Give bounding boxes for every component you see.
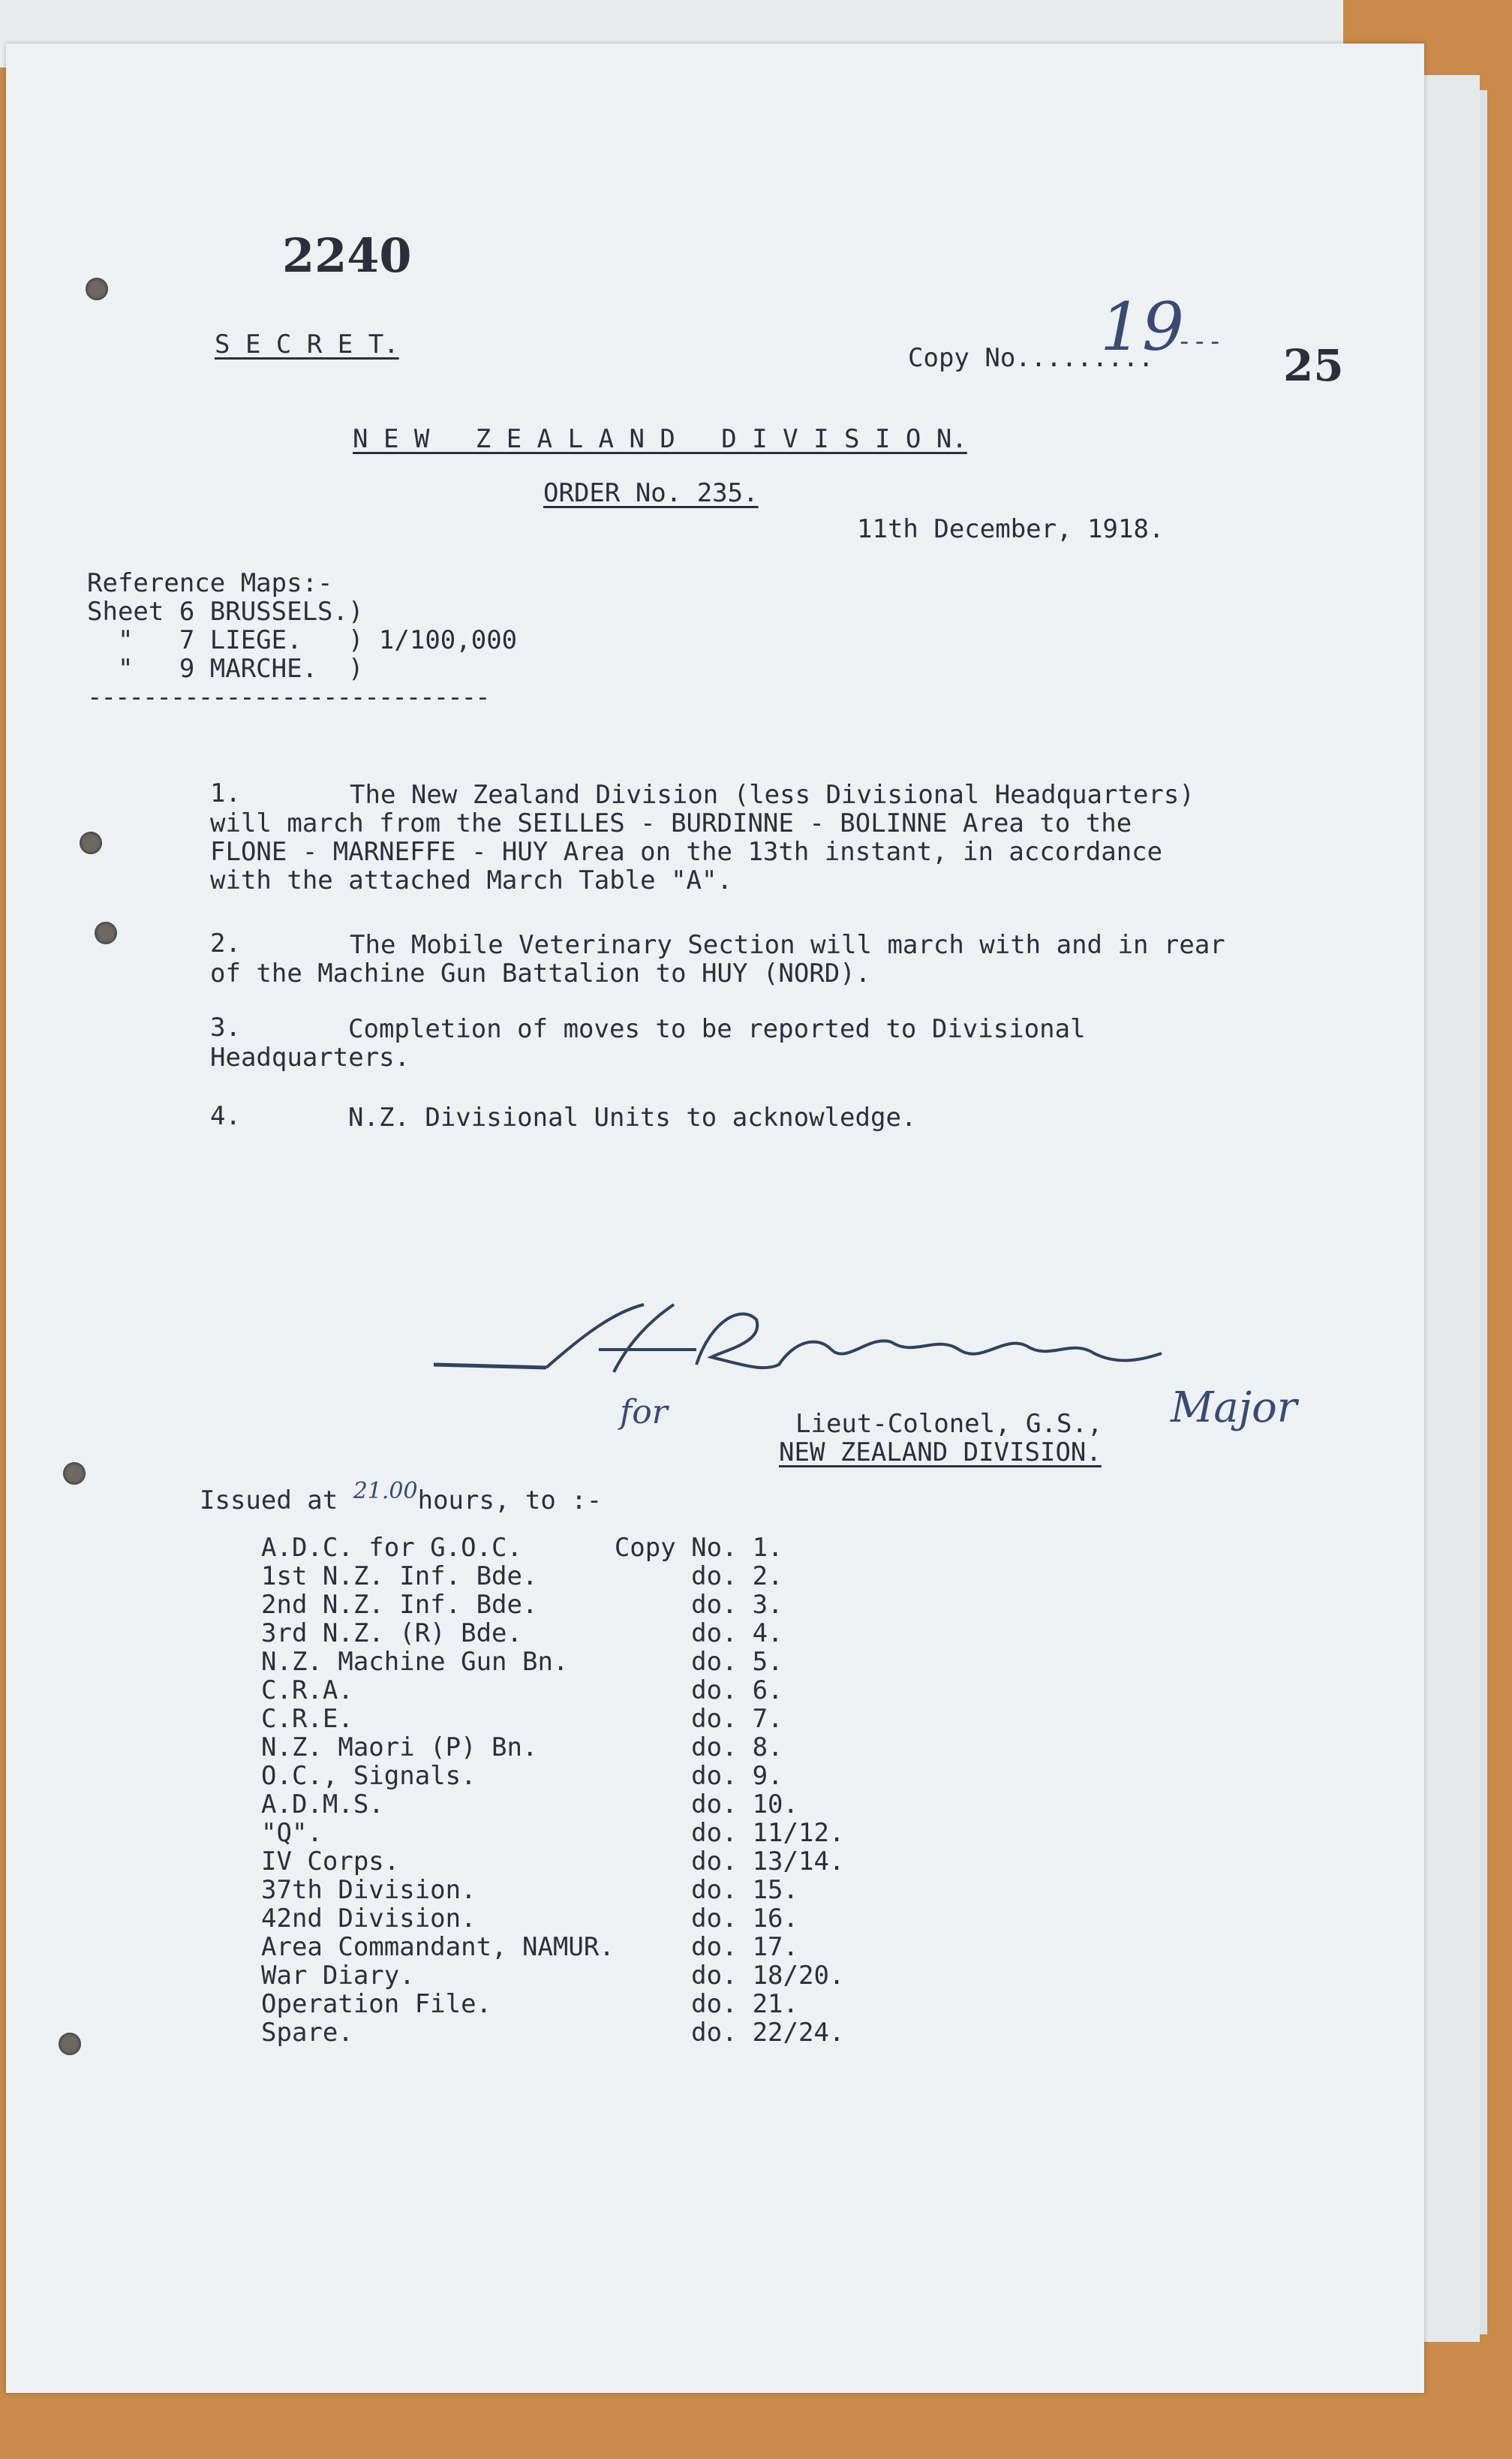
- distribution-copy-number: 18/20.: [752, 1961, 845, 1991]
- reference-map-line: " 7 LIEGE. ) 1/100,000: [87, 625, 518, 655]
- signatory-rank-handwritten: Major: [1171, 1383, 1297, 1432]
- document-page: [6, 44, 1424, 2393]
- distribution-copy-number: 2.: [752, 1561, 783, 1591]
- issued-line: [200, 1478, 603, 1516]
- distribution-ditto: do.: [691, 1590, 738, 1620]
- paragraph-line: The Mobile Veterinary Section will march with and in rear: [350, 930, 1225, 960]
- distribution-row: [261, 1819, 844, 1847]
- handwritten-dash: ---: [1177, 327, 1223, 357]
- paragraph-number: 4.: [210, 1101, 241, 1131]
- punch-hole: [63, 1462, 86, 1485]
- punch-hole: [95, 922, 117, 944]
- distribution-copy-number: 15.: [752, 1875, 798, 1905]
- distribution-copy-number: 10.: [752, 1789, 798, 1819]
- distribution-copy-number: 9.: [752, 1761, 783, 1791]
- distribution-ditto: do.: [691, 1961, 738, 1991]
- distribution-copy-number: 4.: [752, 1618, 783, 1648]
- distribution-recipient: 3rd N.Z. (R) Bde.: [261, 1618, 522, 1648]
- paragraph-number: 2.: [210, 929, 241, 959]
- issued-suffix: hours, to :-: [417, 1485, 603, 1515]
- distribution-recipient: O.C., Signals.: [261, 1761, 476, 1791]
- distribution-row: [261, 1533, 844, 1562]
- distribution-copy-number: 6.: [752, 1675, 783, 1705]
- distribution-ditto: do.: [691, 1618, 738, 1648]
- distribution-row: [261, 1876, 844, 1904]
- paragraph-line: The New Zealand Division (less Divisional Headquarters): [350, 780, 1195, 810]
- distribution-ditto: do.: [691, 1789, 738, 1819]
- distribution-ditto: do.: [691, 1932, 738, 1962]
- order-number: ORDER No. 235.: [543, 478, 759, 508]
- paragraph-line: with the attached March Table "A".: [210, 865, 732, 895]
- distribution-copy-number: 16.: [752, 1904, 798, 1934]
- distribution-row: [261, 1904, 844, 1933]
- punch-hole: [59, 2033, 81, 2055]
- distribution-ditto: do.: [691, 1989, 738, 2019]
- paragraph-line: will march from the SEILLES - BURDINNE - BOLINNE Area to the: [210, 808, 1132, 838]
- distribution-recipient: 1st N.Z. Inf. Bde.: [261, 1561, 538, 1591]
- distribution-recipient: "Q".: [261, 1818, 323, 1848]
- unit-heading: N E W Z E A L A N D D I V I S I O N.: [353, 424, 967, 454]
- distribution-row: [261, 2018, 844, 2047]
- distribution-ditto: do.: [691, 2018, 738, 2048]
- distribution-recipient: C.R.A.: [261, 1675, 353, 1705]
- paragraph-line: N.Z. Divisional Units to acknowledge.: [348, 1103, 917, 1133]
- copy-total: 25: [1283, 340, 1344, 391]
- distribution-recipient: Spare.: [261, 2018, 353, 2048]
- file-number: 2240: [282, 228, 412, 283]
- distribution-ditto: do.: [691, 1904, 738, 1934]
- distribution-row: [261, 1762, 844, 1790]
- distribution-ditto: Copy No.: [614, 1533, 738, 1563]
- distribution-row: [261, 1990, 844, 2018]
- reference-map-line: Sheet 6 BRUSSELS.): [87, 597, 364, 627]
- distribution-copy-number: 21.: [752, 1989, 798, 2019]
- distribution-recipient: A.D.M.S.: [261, 1789, 384, 1819]
- classification: S E C R E T.: [215, 330, 399, 360]
- distribution-recipient: 42nd Division.: [261, 1904, 476, 1934]
- signature-for-handwritten: for: [620, 1393, 668, 1431]
- distribution-copy-number: 3.: [752, 1590, 783, 1620]
- paragraph-number: 1.: [210, 778, 241, 808]
- paragraph-line: Headquarters.: [210, 1043, 410, 1073]
- distribution-row: [261, 1562, 844, 1591]
- signatory-rank: Lieut-Colonel, G.S.,: [795, 1409, 1103, 1439]
- distribution-row: [261, 1648, 844, 1676]
- order-date: 11th December, 1918.: [857, 514, 1165, 544]
- distribution-ditto: do.: [691, 1561, 738, 1591]
- distribution-ditto: do.: [691, 1647, 738, 1677]
- distribution-copy-number: 5.: [752, 1647, 783, 1677]
- issued-time-handwritten: 21.00: [353, 1478, 418, 1504]
- paragraph-line: FLONE - MARNEFFE - HUY Area on the 13th instant, in accordance: [210, 837, 1163, 867]
- distribution-row: [261, 1790, 844, 1819]
- paragraph-line: Completion of moves to be reported to Divisional: [348, 1014, 1086, 1044]
- distribution-ditto: do.: [691, 1847, 738, 1877]
- distribution-recipient: N.Z. Maori (P) Bn.: [261, 1732, 538, 1762]
- distribution-recipient: 37th Division.: [261, 1875, 476, 1905]
- signatory-unit: NEW ZEALAND DIVISION.: [779, 1437, 1102, 1467]
- distribution-row: [261, 1591, 844, 1619]
- distribution-row: [261, 1676, 844, 1705]
- distribution-recipient: Area Commandant, NAMUR.: [261, 1932, 615, 1962]
- distribution-copy-number: 13/14.: [752, 1847, 845, 1877]
- distribution-ditto: do.: [691, 1818, 738, 1848]
- distribution-copy-number: 11/12.: [752, 1818, 845, 1848]
- distribution-copy-number: 22/24.: [752, 2018, 845, 2048]
- issued-prefix: Issued at: [200, 1485, 353, 1515]
- distribution-ditto: do.: [691, 1732, 738, 1762]
- distribution-row: [261, 1961, 844, 1990]
- copy-label: Copy No.........: [908, 343, 1154, 373]
- punch-hole: [86, 278, 108, 300]
- reference-maps-rule: -----------------------------: [87, 682, 489, 712]
- distribution-list: [261, 1533, 844, 2047]
- punch-hole: [80, 832, 102, 854]
- distribution-row: [261, 1933, 844, 1961]
- paragraph-line: of the Machine Gun Battalion to HUY (NORD).: [210, 959, 871, 989]
- reference-maps-heading: Reference Maps:-: [87, 568, 333, 598]
- distribution-recipient: N.Z. Machine Gun Bn.: [261, 1647, 569, 1677]
- paragraph-number: 3.: [210, 1013, 241, 1043]
- reference-map-line: " 9 MARCHE. ): [87, 654, 364, 684]
- distribution-ditto: do.: [691, 1875, 738, 1905]
- distribution-copy-number: 7.: [752, 1704, 783, 1734]
- distribution-recipient: 2nd N.Z. Inf. Bde.: [261, 1590, 538, 1620]
- distribution-row: [261, 1847, 844, 1876]
- distribution-recipient: C.R.E.: [261, 1704, 353, 1734]
- distribution-row: [261, 1733, 844, 1762]
- distribution-recipient: A.D.C. for G.O.C.: [261, 1533, 522, 1563]
- distribution-recipient: Operation File.: [261, 1989, 492, 2019]
- distribution-ditto: do.: [691, 1704, 738, 1734]
- distribution-copy-number: 1.: [752, 1533, 783, 1563]
- distribution-copy-number: 17.: [752, 1932, 798, 1962]
- distribution-recipient: War Diary.: [261, 1961, 415, 1991]
- distribution-ditto: do.: [691, 1675, 738, 1705]
- distribution-ditto: do.: [691, 1761, 738, 1791]
- signature: [426, 1290, 1214, 1402]
- distribution-recipient: IV Corps.: [261, 1847, 400, 1877]
- distribution-row: [261, 1619, 844, 1648]
- distribution-row: [261, 1705, 844, 1733]
- copy-number-handwritten: 19: [1100, 288, 1184, 366]
- distribution-copy-number: 8.: [752, 1732, 783, 1762]
